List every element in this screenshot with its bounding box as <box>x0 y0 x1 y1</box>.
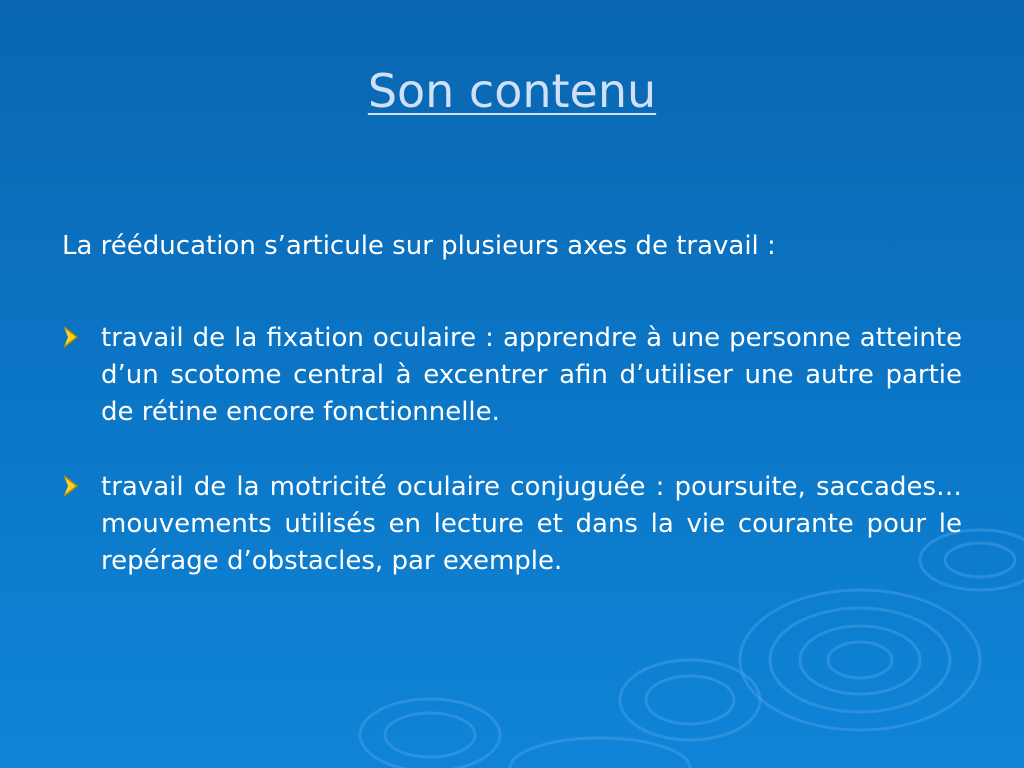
intro-text: La rééducation s’articule sur plusieurs axes de travail : <box>62 231 776 261</box>
arrow-bullet-icon <box>62 325 80 349</box>
bullet-list <box>62 320 962 618</box>
bullet-item-fixation <box>62 320 962 431</box>
bullet-item-motricite <box>62 469 962 580</box>
bullet-text: travail de la fixation oculaire : apprendre à une personne atteinte d’un scotome central à excentrer afin d’utiliser une autre partie de rétine encore fonctionnelle. <box>101 323 962 427</box>
arrow-bullet-icon <box>62 474 80 498</box>
slide-title: Son contenu <box>367 64 657 118</box>
bullet-text: travail de la motricité oculaire conjuguée : poursuite, saccades… mouvements utilisés en lecture et dans la vie courante pour le repérage d’obstacles, par exemple. <box>101 472 962 576</box>
